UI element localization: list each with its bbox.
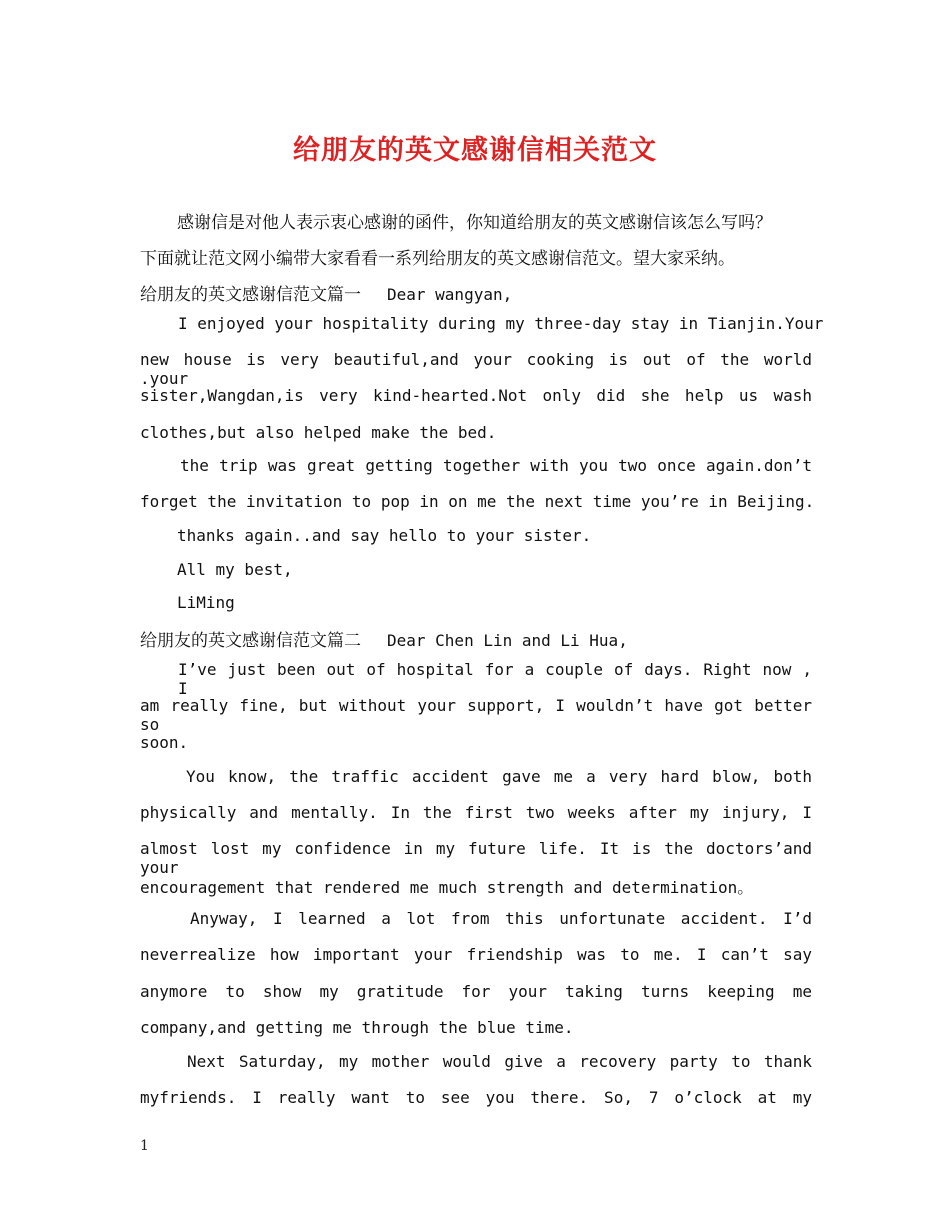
s2-p1-line-1: I’ve just been out of hospital for a couple of days. Right now , I — [178, 660, 812, 698]
section1-heading: 给朋友的英文感谢信范文篇一 — [140, 285, 361, 305]
s2-p2-line-2: physically and mentally. In the first two weeks after my injury, I — [140, 803, 812, 822]
s2-p1-line-2: am really fine, but without your support, I wouldn’t have got better so — [140, 696, 812, 734]
section1-salutation: Dear wangyan, — [387, 285, 513, 304]
page-number: 1 — [140, 1138, 149, 1154]
s1-p1-line-4: clothes,but also helped make the bed. — [140, 423, 497, 442]
s1-closing: All my best, — [177, 560, 293, 579]
s2-p1-line-3: soon. — [140, 733, 189, 752]
intro-line-2: 下面就让范文网小编带大家看看一系列给朋友的英文感谢信范文。望大家采纳。 — [140, 249, 735, 269]
s1-p2-line-1: the trip was great getting together with you two once again.don’t — [180, 456, 812, 475]
section2-salutation: Dear Chen Lin and Li Hua, — [387, 631, 628, 650]
s1-p3: thanks again..and say hello to your sister. — [177, 526, 592, 545]
s2-p4-line-2: myfriends. I really want to see you there. So, 7 o’clock at my — [140, 1088, 812, 1107]
document-title: 给朋友的英文感谢信相关范文 — [293, 135, 657, 166]
s1-p1-line-3: sister,Wangdan,is very kind-hearted.Not only did she help us wash — [140, 386, 812, 405]
s2-p3-line-3: anymore to show my gratitude for your taking turns keeping me — [140, 982, 812, 1001]
s2-p2-line-1: You know, the traffic accident gave me a very hard blow, both — [186, 767, 812, 786]
s2-p2-line-4: encouragement that rendered me much strength and determination。 — [140, 878, 754, 897]
s2-p2-line-3: almost lost my confidence in my future life. It is the doctors’and your — [140, 839, 812, 877]
s1-p2-line-2: forget the invitation to pop in on me the next time you’re in Beijing. — [140, 492, 815, 511]
s1-signature: LiMing — [177, 593, 235, 612]
section2-heading: 给朋友的英文感谢信范文篇二 — [140, 631, 361, 651]
s2-p3-line-1: Anyway, I learned a lot from this unfortunate accident. I’d — [190, 909, 812, 928]
s1-p1-line-1 — [178, 314, 824, 333]
s2-p3-line-4: company,and getting me through the blue time. — [140, 1018, 574, 1037]
text-line: I enjoyed your hospitality during my three-day stay in Tianjin.Your — [178, 314, 824, 333]
section2-heading-row — [140, 626, 628, 651]
s2-p3-line-2: neverrealize how important your friendship was to me. I can’t say — [140, 945, 812, 964]
intro-line-1: 感谢信是对他人表示衷心感谢的函件，你知道给朋友的英文感谢信该怎么写吗？ — [177, 213, 772, 233]
s1-p1-line-2: new house is very beautiful,and your cooking is out of the world .your — [140, 350, 812, 388]
s2-p4-line-1: Next Saturday, my mother would give a recovery party to thank — [187, 1052, 812, 1071]
section1-heading-row — [140, 280, 512, 305]
